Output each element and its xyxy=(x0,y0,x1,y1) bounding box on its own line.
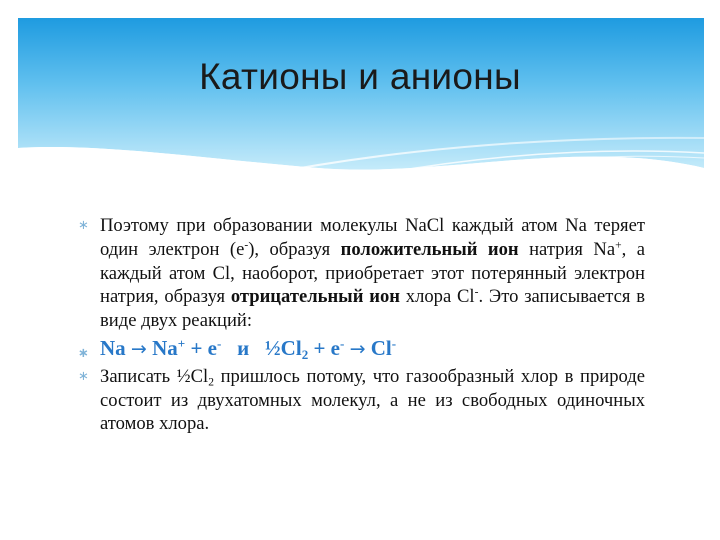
superscript: - xyxy=(216,335,222,351)
text: ), образуя xyxy=(248,238,341,260)
formula-text: и ½Cl xyxy=(221,335,302,360)
arrow-icon: → xyxy=(130,337,147,360)
superscript: - xyxy=(391,335,397,351)
text: Поэтому при образовании молекулы NaCl каждый атом Na теряет один электрон (e xyxy=(100,215,645,260)
header-banner xyxy=(18,18,704,194)
superscript: - xyxy=(474,287,479,300)
subscript: 2 xyxy=(301,346,309,362)
superscript: + xyxy=(177,335,186,351)
arrow-icon: → xyxy=(349,337,366,360)
bullet-mark: ∗ xyxy=(78,368,89,384)
bullet-paragraph-1 xyxy=(78,214,645,333)
formula-text: Na xyxy=(146,335,178,360)
superscript: - xyxy=(340,335,345,351)
bullet-formula xyxy=(78,337,645,362)
bullet-mark: ∗ xyxy=(78,218,89,233)
text: хлора Cl xyxy=(399,286,475,308)
formula-text: Cl xyxy=(365,335,392,360)
text: пришлось потому, что газообразный хлор в природе состоит из двухатомных молекул, а не из свободных одиночных атомов хлора. xyxy=(100,365,646,435)
superscript: + xyxy=(615,239,622,252)
bullet-mark: ∗ xyxy=(78,345,89,361)
bullet-paragraph-3 xyxy=(78,365,645,436)
header-gradient-wave xyxy=(18,18,704,194)
formula-text: Na xyxy=(100,335,131,360)
superscript: - xyxy=(244,239,249,252)
text: , а каждый атом Cl, наоборот, приобретает этот потерянный электрон натрия, образуя xyxy=(100,238,645,308)
slide-content xyxy=(78,214,645,436)
bold-text: положительный ион xyxy=(340,238,519,260)
text: . Это записывается в виде двух реакций: xyxy=(100,286,645,332)
formula-text: + e xyxy=(185,335,217,360)
slide-title: Катионы и анионы xyxy=(199,56,521,97)
text: натрия Na xyxy=(518,238,616,260)
text: Записать ½Cl xyxy=(100,365,209,387)
formula-text: + e xyxy=(308,335,340,360)
subscript: 2 xyxy=(208,376,214,389)
bold-text: отрицательный ион xyxy=(230,286,400,308)
